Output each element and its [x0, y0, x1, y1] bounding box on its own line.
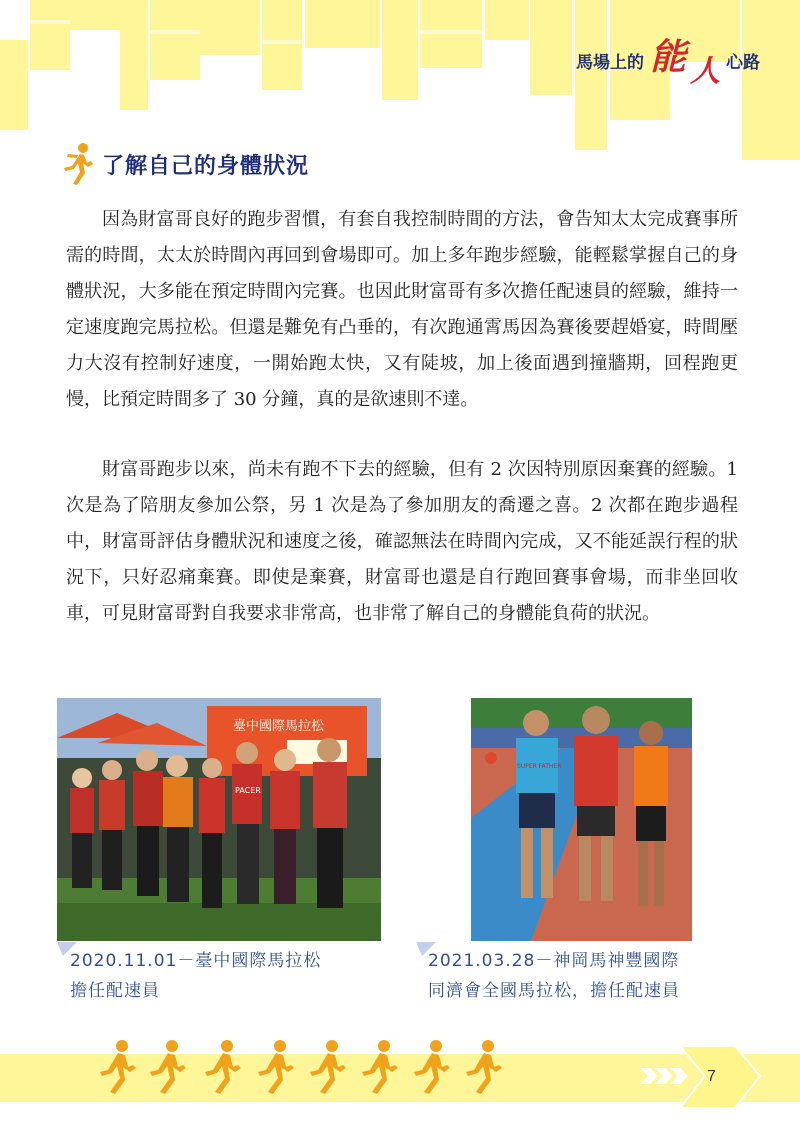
page-number: 7 [707, 1068, 716, 1085]
super-father-shirt-text: SUPER FATHER [517, 763, 562, 770]
footer-decoration [0, 1030, 800, 1132]
caption-2-line-1: 2021.03.28－神岡馬神豐國際 [428, 951, 680, 971]
header-title [576, 30, 760, 90]
runner-icon [56, 142, 96, 186]
header-title-part-c: 心路 [726, 52, 760, 73]
header-title-part-b2: 人 [690, 54, 720, 89]
caption-1 [70, 946, 321, 1006]
header-title-part-a: 馬場上的 [575, 52, 644, 73]
section-heading [56, 142, 309, 186]
body-paragraph-2: 財富哥跑步以來，尚未有跑不下去的經驗，但有 2 次因特別原因棄賽的經驗。1 次是為了陪朋友參加公祭，另 1 次是為了參加朋友的喬遷之喜。2 次都在跑步過程中，財富哥評估身體狀況和速度之後，確認無法在時間內完成，又不能延誤行程的狀況下，只好忍痛棄賽。即使是棄賽，財富哥也還是自行跑回賽事會場，而非坐回收車，可見財富哥對自我要求非常高，也非常了解自己的身體能負荷的狀況。 [66, 459, 738, 624]
caption-2-line-2: 同濟會全國馬拉松，擔任配速員 [428, 981, 680, 1001]
caption-1-line-2: 擔任配速員 [70, 981, 160, 1001]
photo-taichung-marathon [57, 698, 381, 941]
photo-shengang-marathon [471, 698, 692, 941]
body-paragraph-1: 因為財富哥良好的跑步習慣，有套自我控制時間的方法，會告知太太完成賽事所需的時間，太太於時間內再回到會場即可。加上多年跑步經驗，能輕鬆掌握自己的身體狀況，大多能在預定時間內完賽。也因此財富哥有多次擔任配速員的經驗，維持一定速度跑完馬拉松。但還是難免有凸垂的，有次跑通霄馬因為賽後要趕婚宴，時間壓力大沒有控制好速度，一開始跑太快，又有陡坡，加上後面遇到撞牆期，回程跑更慢，比預定時間多了 30 分鐘，真的是欲速則不達。 [66, 209, 738, 410]
caption-1-line-1: 2020.11.01－臺中國際馬拉松 [70, 951, 322, 971]
caption-2 [428, 946, 680, 1006]
section-title: 了解自己的身體狀況 [102, 153, 310, 179]
banner-text: 臺中國際馬拉松 [233, 719, 325, 734]
header-title-part-b: 能 [649, 36, 686, 78]
pacer-shirt-text: PACER [235, 786, 261, 795]
